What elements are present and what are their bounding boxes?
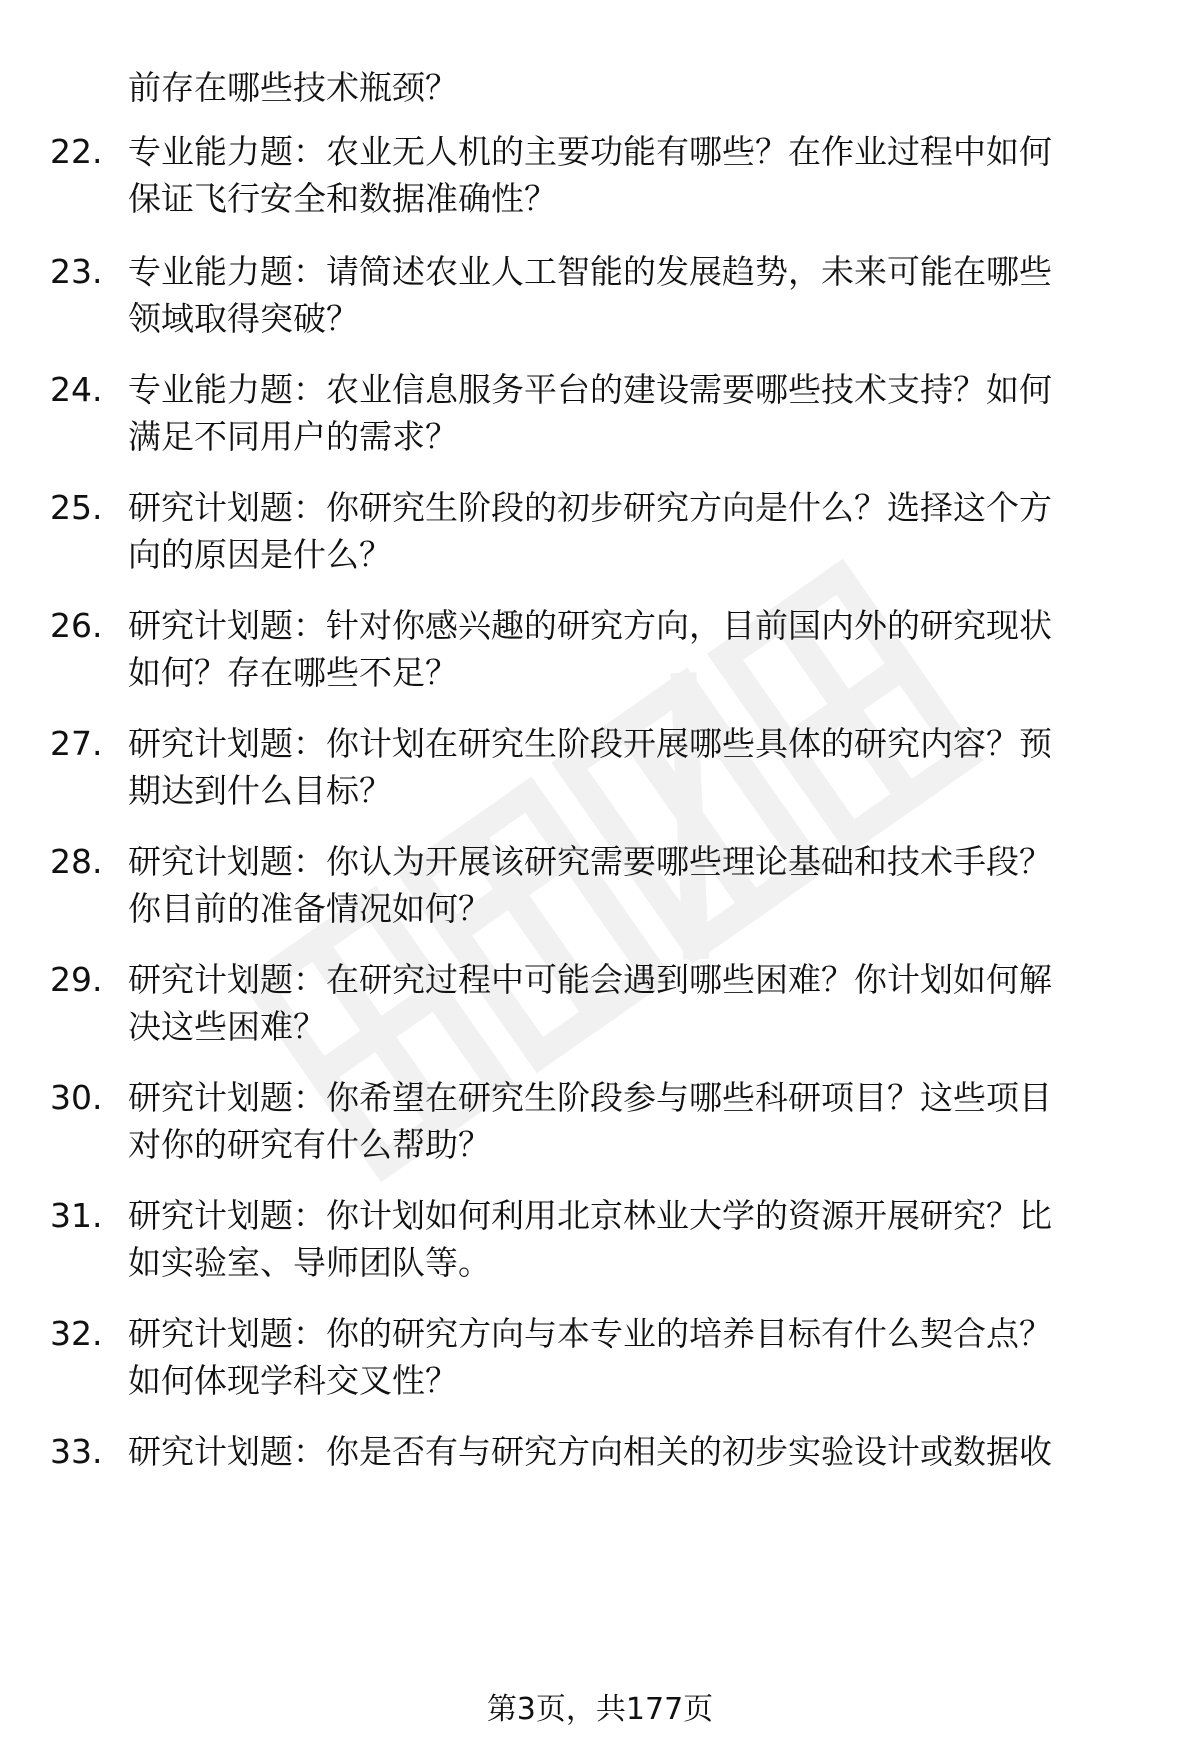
question-number: 28. xyxy=(50,842,103,881)
question-text-line: 研究计划题：你的研究方向与本专业的培养目标有什么契合点？ xyxy=(128,1314,1052,1353)
question-text-line: 专业能力题：农业信息服务平台的建设需要哪些技术支持？如何 xyxy=(128,370,1052,409)
question-number: 31. xyxy=(50,1196,103,1235)
question-text-line: 研究计划题：你计划在研究生阶段开展哪些具体的研究内容？预 xyxy=(128,724,1052,763)
question-text-line: 研究计划题：你研究生阶段的初步研究方向是什么？选择这个方 xyxy=(128,488,1052,527)
question-text-line: 保证飞行安全和数据准确性？ xyxy=(128,179,557,218)
question-text-line: 研究计划题：你认为开展该研究需要哪些理论基础和技术手段？ xyxy=(128,842,1052,881)
question-number: 23. xyxy=(50,252,103,291)
question-text-line: 研究计划题：你是否有与研究方向相关的初步实验设计或数据收 xyxy=(128,1432,1052,1471)
question-text-line: 向的原因是什么？ xyxy=(128,535,392,574)
question-text-line: 研究计划题：在研究过程中可能会遇到哪些困难？你计划如何解 xyxy=(128,960,1052,999)
question-text-line: 满足不同用户的需求？ xyxy=(128,417,458,456)
question-text-line: 研究计划题：你计划如何利用北京林业大学的资源开展研究？比 xyxy=(128,1196,1052,1235)
question-text-line: 你目前的准备情况如何？ xyxy=(128,889,491,928)
continuation-text: 前存在哪些技术瓶颈？ xyxy=(128,68,458,107)
question-text-line: 领域取得突破？ xyxy=(128,299,359,338)
question-number: 25. xyxy=(50,488,103,527)
question-number: 30. xyxy=(50,1078,103,1117)
question-text-line: 如何体现学科交叉性？ xyxy=(128,1361,458,1400)
question-text-line: 专业能力题：农业无人机的主要功能有哪些？在作业过程中如何 xyxy=(128,132,1052,171)
question-text-line: 研究计划题：你希望在研究生阶段参与哪些科研项目？这些项目 xyxy=(128,1078,1052,1117)
question-number: 29. xyxy=(50,960,103,999)
question-text-line: 如何？存在哪些不足？ xyxy=(128,653,458,692)
question-text-line: 对你的研究有什么帮助？ xyxy=(128,1125,491,1164)
question-number: 22. xyxy=(50,132,103,171)
question-text-line: 期达到什么目标？ xyxy=(128,771,392,810)
question-number: 27. xyxy=(50,724,103,763)
page-footer: 第3页，共177页 xyxy=(486,1692,714,1727)
question-text-line: 决这些困难？ xyxy=(128,1007,326,1046)
question-number: 33. xyxy=(50,1432,103,1471)
question-text-line: 专业能力题：请简述农业人工智能的发展趋势，未来可能在哪些 xyxy=(128,252,1052,291)
question-number: 26. xyxy=(50,606,103,645)
question-number: 24. xyxy=(50,370,103,409)
question-number: 32. xyxy=(50,1314,103,1353)
question-text-line: 研究计划题：针对你感兴趣的研究方向，目前国内外的研究现状 xyxy=(128,606,1052,645)
question-text-line: 如实验室、导师团队等。 xyxy=(128,1243,491,1282)
